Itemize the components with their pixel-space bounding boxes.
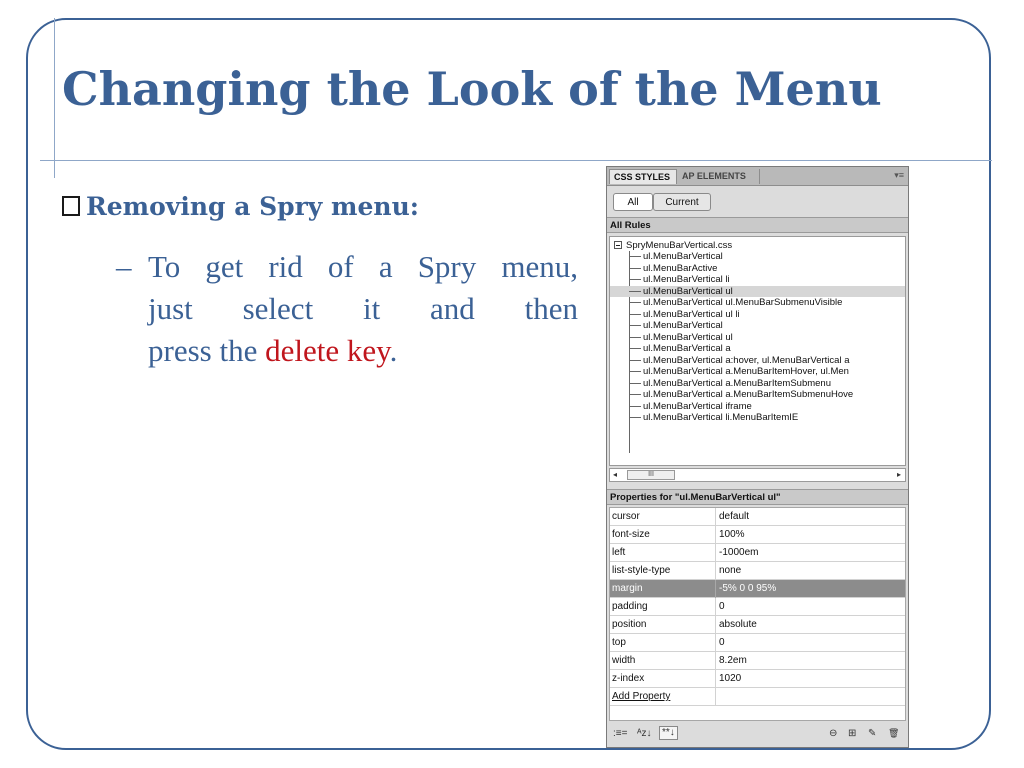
edit-rule-icon[interactable]: ✎ xyxy=(868,728,877,739)
column-divider xyxy=(715,562,716,580)
tree-rule-item[interactable] xyxy=(610,320,906,331)
tree-branch-line xyxy=(629,256,641,257)
tree-branch-line xyxy=(629,406,641,407)
property-row[interactable] xyxy=(610,598,905,616)
tree-rule-item[interactable] xyxy=(610,263,906,274)
column-divider xyxy=(715,598,716,616)
property-value[interactable]: default xyxy=(719,511,750,522)
tree-branch-line xyxy=(629,268,641,269)
delete-rule-icon[interactable]: 🗑 xyxy=(888,728,900,738)
new-rule-icon[interactable]: ⊞ xyxy=(848,728,857,739)
tree-rule-label: ul.MenuBarVertical li.MenuBarItemIE xyxy=(643,412,799,423)
tree-rule-item[interactable] xyxy=(610,401,906,412)
property-value[interactable]: none xyxy=(719,565,742,576)
property-row[interactable] xyxy=(610,670,905,688)
tree-rule-item[interactable] xyxy=(610,412,906,423)
property-name: width xyxy=(612,655,636,666)
property-row[interactable] xyxy=(610,580,905,598)
tree-branch-line xyxy=(629,302,641,303)
css-styles-panel xyxy=(606,166,909,748)
property-name: top xyxy=(612,637,626,648)
tree-branch-line xyxy=(629,337,641,338)
property-name: list-style-type xyxy=(612,565,671,576)
tree-branch-line xyxy=(629,348,641,349)
sub-line-1: To get rid of a Spry menu, xyxy=(148,249,578,284)
sub-line-2: just select it and then xyxy=(148,291,578,326)
checkbox-bullet-icon xyxy=(62,196,80,216)
tree-branch-line xyxy=(629,314,641,315)
property-value[interactable]: 0 xyxy=(719,637,725,648)
tree-rule-item[interactable] xyxy=(610,297,906,308)
property-value[interactable]: -1000em xyxy=(719,547,759,558)
decorative-vertical-line xyxy=(54,18,55,178)
tree-branch-line xyxy=(629,383,641,384)
set-properties-icon[interactable]: **↓ xyxy=(659,726,678,740)
property-name: position xyxy=(612,619,647,630)
panel-options-icon[interactable]: ▾≡ xyxy=(894,170,904,180)
tree-rule-label: ul.MenuBarVertical ul.MenuBarSubmenuVisible xyxy=(643,297,843,308)
attach-stylesheet-icon[interactable]: ⊖ xyxy=(829,728,838,739)
collapse-icon[interactable] xyxy=(614,241,622,249)
property-row[interactable] xyxy=(610,508,905,526)
sub-line-end: . xyxy=(389,333,398,368)
property-name: cursor xyxy=(612,511,640,522)
tree-rule-item[interactable] xyxy=(610,274,906,285)
column-divider xyxy=(715,526,716,544)
tree-rule-item[interactable] xyxy=(610,378,906,389)
properties-grid xyxy=(609,507,906,721)
property-row[interactable] xyxy=(610,526,905,544)
property-name: z-index xyxy=(612,673,645,684)
column-divider xyxy=(715,616,716,634)
property-row[interactable] xyxy=(610,544,905,562)
tree-rule-label: ul.MenuBarVertical a.MenuBarItemSubmenuHove xyxy=(643,389,854,400)
property-row[interactable] xyxy=(610,616,905,634)
tree-rule-label: ul.MenuBarVertical li xyxy=(643,274,730,285)
tree-branch-line xyxy=(629,325,641,326)
property-row[interactable] xyxy=(610,562,905,580)
add-property-row xyxy=(610,688,905,706)
tree-branch-line xyxy=(629,291,641,292)
tree-rule-item[interactable] xyxy=(610,343,906,354)
tree-branch-line xyxy=(629,417,641,418)
current-mode-button[interactable]: Current xyxy=(653,193,711,211)
tree-branch-line xyxy=(629,371,641,372)
bullet-text: Removing a Spry menu: xyxy=(86,192,419,221)
sub-bullet xyxy=(116,246,578,372)
column-divider xyxy=(715,652,716,670)
tree-branch-line xyxy=(629,394,641,395)
column-divider xyxy=(715,580,716,598)
tree-rule-label: ul.MenuBarVertical a:hover, ul.MenuBarVertical a xyxy=(643,354,850,366)
tree-branch-line xyxy=(629,360,641,361)
property-name: padding xyxy=(612,601,648,612)
tab-ap-elements[interactable]: AP ELEMENTS xyxy=(678,169,760,184)
property-value[interactable]: 8.2em xyxy=(719,655,747,666)
column-divider xyxy=(715,670,716,688)
property-row[interactable] xyxy=(610,634,905,652)
tree-rule-item[interactable] xyxy=(610,286,906,297)
main-bullet xyxy=(62,192,419,221)
tree-rule-label: ul.MenuBarVertical iframe xyxy=(643,400,752,412)
add-property-link[interactable]: Add Property xyxy=(612,691,671,702)
all-rules-header: All Rules xyxy=(607,217,908,233)
property-value[interactable]: -5% 0 0 95% xyxy=(719,583,777,594)
tree-root[interactable]: SpryMenuBarVertical.css xyxy=(610,240,906,251)
sub-line-3 xyxy=(148,330,578,372)
properties-header: Properties for "ul.MenuBarVertical ul" xyxy=(607,489,908,505)
slide-title: Changing the Look of the Menu xyxy=(62,62,882,116)
property-name: left xyxy=(612,547,626,558)
property-name: font-size xyxy=(612,529,650,540)
scroll-thumb[interactable]: III xyxy=(627,470,675,480)
dash-marker: – xyxy=(116,249,132,284)
column-divider xyxy=(715,544,716,562)
tree-rule-item[interactable] xyxy=(610,366,906,377)
delete-key-highlight: delete key xyxy=(265,333,390,368)
title-divider xyxy=(40,160,992,161)
tree-rule-label: ul.MenuBarVertical xyxy=(643,320,723,331)
tree-rule-label: ul.MenuBarActive xyxy=(643,262,718,274)
sub-line-3-text: press the xyxy=(148,333,266,368)
sub-bullet-text xyxy=(116,246,578,372)
scroll-left-icon[interactable]: ◂ xyxy=(613,470,618,479)
rules-tree[interactable] xyxy=(609,236,906,466)
property-row[interactable] xyxy=(610,652,905,670)
tree-rule-label: ul.MenuBarVertical a xyxy=(643,343,731,354)
property-value[interactable]: 0 xyxy=(719,601,725,612)
tree-rule-label: ul.MenuBarVertical a.MenuBarItemSubmenu xyxy=(643,377,831,389)
scroll-right-icon[interactable]: ▸ xyxy=(896,470,901,479)
tree-rule-label: ul.MenuBarVertical ul xyxy=(643,285,733,297)
tree-horizontal-scrollbar[interactable] xyxy=(609,468,906,482)
property-value[interactable]: 100% xyxy=(719,529,745,540)
tree-branch-line xyxy=(629,279,641,280)
alpha-sort-icon[interactable]: ᴬz↓ xyxy=(637,728,652,739)
tree-rule-label: ul.MenuBarVertical ul xyxy=(643,331,733,343)
panel-tab-bar xyxy=(607,167,908,186)
tree-rule-item[interactable] xyxy=(610,355,906,366)
column-divider xyxy=(715,508,716,526)
tree-rule-label: ul.MenuBarVertical ul li xyxy=(643,308,740,320)
tree-rule-item[interactable] xyxy=(610,389,906,400)
panel-footer xyxy=(607,723,908,747)
tree-rule-item[interactable] xyxy=(610,251,906,262)
tree-rule-item[interactable] xyxy=(610,309,906,320)
property-value[interactable]: 1020 xyxy=(719,673,742,684)
all-mode-button[interactable]: All xyxy=(613,193,653,211)
tree-rule-label: ul.MenuBarVertical a.MenuBarItemHover, ul.Men xyxy=(643,366,849,377)
category-view-icon[interactable]: :≡= xyxy=(613,728,628,739)
property-name: margin xyxy=(612,583,643,594)
column-divider xyxy=(715,634,716,652)
property-value[interactable]: absolute xyxy=(719,619,757,630)
column-divider xyxy=(715,688,716,706)
tree-rule-label: ul.MenuBarVertical xyxy=(643,251,723,262)
tab-css-styles[interactable]: CSS STYLES xyxy=(609,169,677,184)
tree-rule-item[interactable] xyxy=(610,332,906,343)
